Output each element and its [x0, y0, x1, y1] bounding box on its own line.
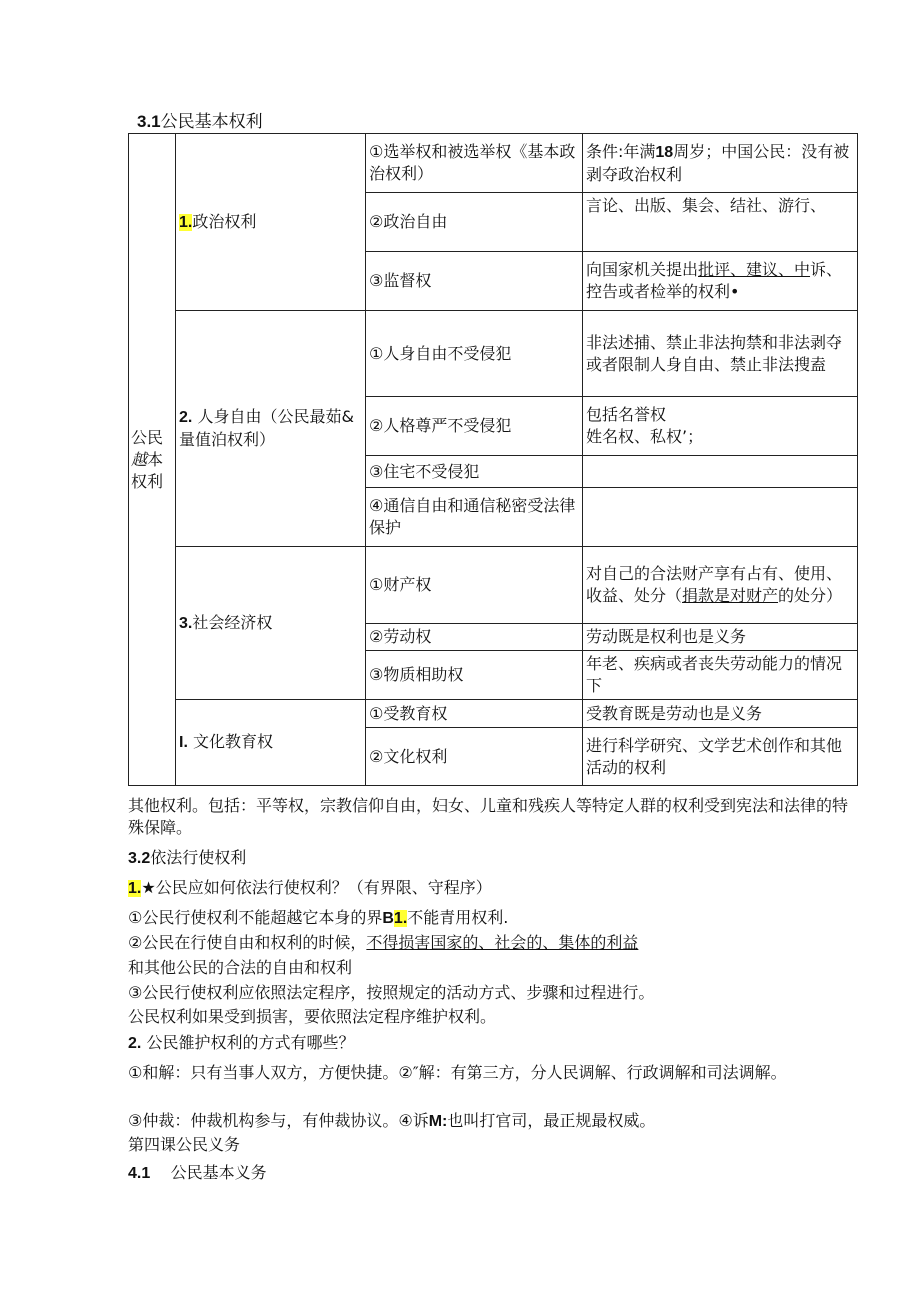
desc-text: 包括名誉权: [586, 405, 667, 424]
main-category-label-3: 本: [147, 449, 164, 469]
category-number: 3.: [179, 614, 193, 632]
desc-number: 18: [655, 143, 674, 161]
desc-cell: [583, 547, 858, 624]
point-number: B: [382, 910, 394, 927]
category-number: 2.: [179, 409, 193, 426]
point-number-highlight: 1.: [393, 910, 408, 927]
item-cell: ②人格尊严不受侵犯: [366, 397, 583, 456]
item-cell: ③物质相助权: [366, 651, 583, 700]
question-text: ★公民应如何依法行使权利？（有界限、守程序）: [141, 878, 492, 897]
category-name: 人身自由（公民最茹&量值泊权利）: [179, 407, 354, 449]
section-heading-4-1: [128, 1162, 267, 1185]
table-row: [129, 547, 858, 624]
section-number: 3.1: [137, 112, 161, 131]
question-number: 2.: [128, 1035, 142, 1052]
q1-point-3: ③公民行使权利应依照法定程序，按照规定的活动方式、步骤和过程进行。: [128, 983, 655, 1002]
desc-cell: [583, 397, 858, 456]
desc-cell: [583, 488, 858, 547]
item-cell: ②政治自由: [366, 193, 583, 252]
table-row: [129, 700, 858, 728]
item-cell: ②文化权利: [366, 728, 583, 786]
section-title: 公民基本权利: [160, 112, 263, 132]
q1-point-4: 公民权利如果受到损害，要依照法定程序维护权利。: [128, 1007, 497, 1026]
desc-text: 条件:年满: [586, 141, 656, 161]
category-number: I.: [179, 734, 188, 751]
category-name: 社会经济权: [192, 612, 273, 632]
item-cell: ①人身自由不受侵犯: [366, 311, 583, 397]
main-category-label-2: 越: [131, 449, 148, 469]
point-number: M:: [428, 1113, 448, 1130]
main-category-label: 公民: [131, 427, 164, 447]
section-title: 依法行使权利: [150, 848, 247, 867]
category-name: 政治权利: [192, 211, 257, 231]
category-cell-political: [176, 134, 366, 311]
question-number: 1.: [128, 880, 142, 897]
category-number: 1.: [179, 213, 193, 231]
desc-text: 周岁；中国公民：没有被剥夺政治权利: [586, 141, 850, 184]
point-underlined: 不得损害国家的、社会的、集体的利益: [366, 933, 639, 952]
other-rights-paragraph: 其他权利。包括：平等权，宗教信仰自由，妇女、儿童和残疾人等特定人群的权利受到宪法和法律的特殊保障。: [128, 796, 849, 837]
section-heading-3-2: [128, 847, 246, 870]
desc-underlined: 批评、建议、中: [698, 260, 811, 279]
desc-cell: [583, 134, 858, 193]
desc-text: 诉、控告或者检举的权利•: [586, 260, 843, 301]
point-text: 也叫打官司，最正规最权威。: [447, 1111, 656, 1130]
category-cell-economic: [176, 547, 366, 700]
desc-cell: 劳动既是权利也是义务: [583, 624, 858, 651]
main-category-cell: [129, 134, 176, 786]
section-title: 公民基本义务: [170, 1163, 267, 1182]
category-name: 文化教育权: [192, 732, 273, 751]
desc-cell: 非法述捕、禁止非法拘禁和非法剥夺或者限制人身自由、禁止非法搜盍: [583, 311, 858, 397]
desc-text: 对自己的合法财产享有占有、使用、收益、处分（: [586, 564, 843, 605]
item-cell: ②劳动权: [366, 624, 583, 651]
point-text: 不能青用权利.: [407, 908, 509, 927]
desc-underlined: 捐款是对财产: [682, 586, 779, 605]
rights-table: [128, 133, 858, 786]
item-cell: ①财产权: [366, 547, 583, 624]
section-number: 3.2: [128, 850, 151, 867]
question-1: [128, 877, 492, 900]
desc-cell: 进行科学研究、文学艺术创作和其他活动的权利: [583, 728, 858, 786]
item-cell: ③住宅不受侵犯: [366, 456, 583, 488]
point-text: ①公民行使权利不能超越它本身的界: [128, 908, 383, 927]
table-row: [129, 311, 858, 397]
item-cell: ③监督权: [366, 252, 583, 311]
q2-point-1: ①和解：只有当事人双方，方便快捷。②″解：有第三方，分人民调解、行政调解和司法调解。: [128, 1063, 787, 1082]
q2-point-2: [128, 1110, 655, 1133]
category-cell-personal: [176, 311, 366, 547]
q1-point-1: [128, 907, 508, 930]
desc-text: 向国家机关提出: [586, 260, 699, 279]
lesson-4-title: 第四课公民义务: [128, 1135, 241, 1154]
point-text: ③仲裁：仲裁机构参与，有仲裁协议。④诉: [128, 1111, 429, 1130]
category-cell-culture: [176, 700, 366, 786]
section-heading-3-1: [137, 112, 263, 132]
desc-text: 的处分）: [778, 586, 843, 605]
desc-cell: 受教育既是劳动也是义务: [583, 700, 858, 728]
point-text: ②公民在行使自由和权利的时候，: [128, 933, 367, 952]
desc-cell: 年老、疾病或者丧失劳动能力的情况下: [583, 651, 858, 700]
section-number: 4.1: [128, 1165, 151, 1182]
question-text: 公民雒护权利的方式有哪些？: [146, 1033, 355, 1052]
item-cell: ①受教育权: [366, 700, 583, 728]
question-2: [128, 1032, 354, 1055]
desc-cell: [583, 252, 858, 311]
q1-point-2: [128, 932, 638, 954]
table-row: [129, 134, 858, 193]
desc-cell: 言论、出版、集会、结社、游行、: [583, 193, 858, 252]
item-cell: ①选举权和被选举权《基本政治权利）: [366, 134, 583, 193]
item-cell: ④通信自由和通信秘密受法律保护: [366, 488, 583, 547]
desc-cell: [583, 456, 858, 488]
desc-text: 姓名权、私权’；: [586, 427, 704, 446]
main-category-label-4: 权利: [131, 471, 164, 491]
q1-point-2-cont: 和其他公民的合法的自由和权利: [128, 958, 353, 977]
